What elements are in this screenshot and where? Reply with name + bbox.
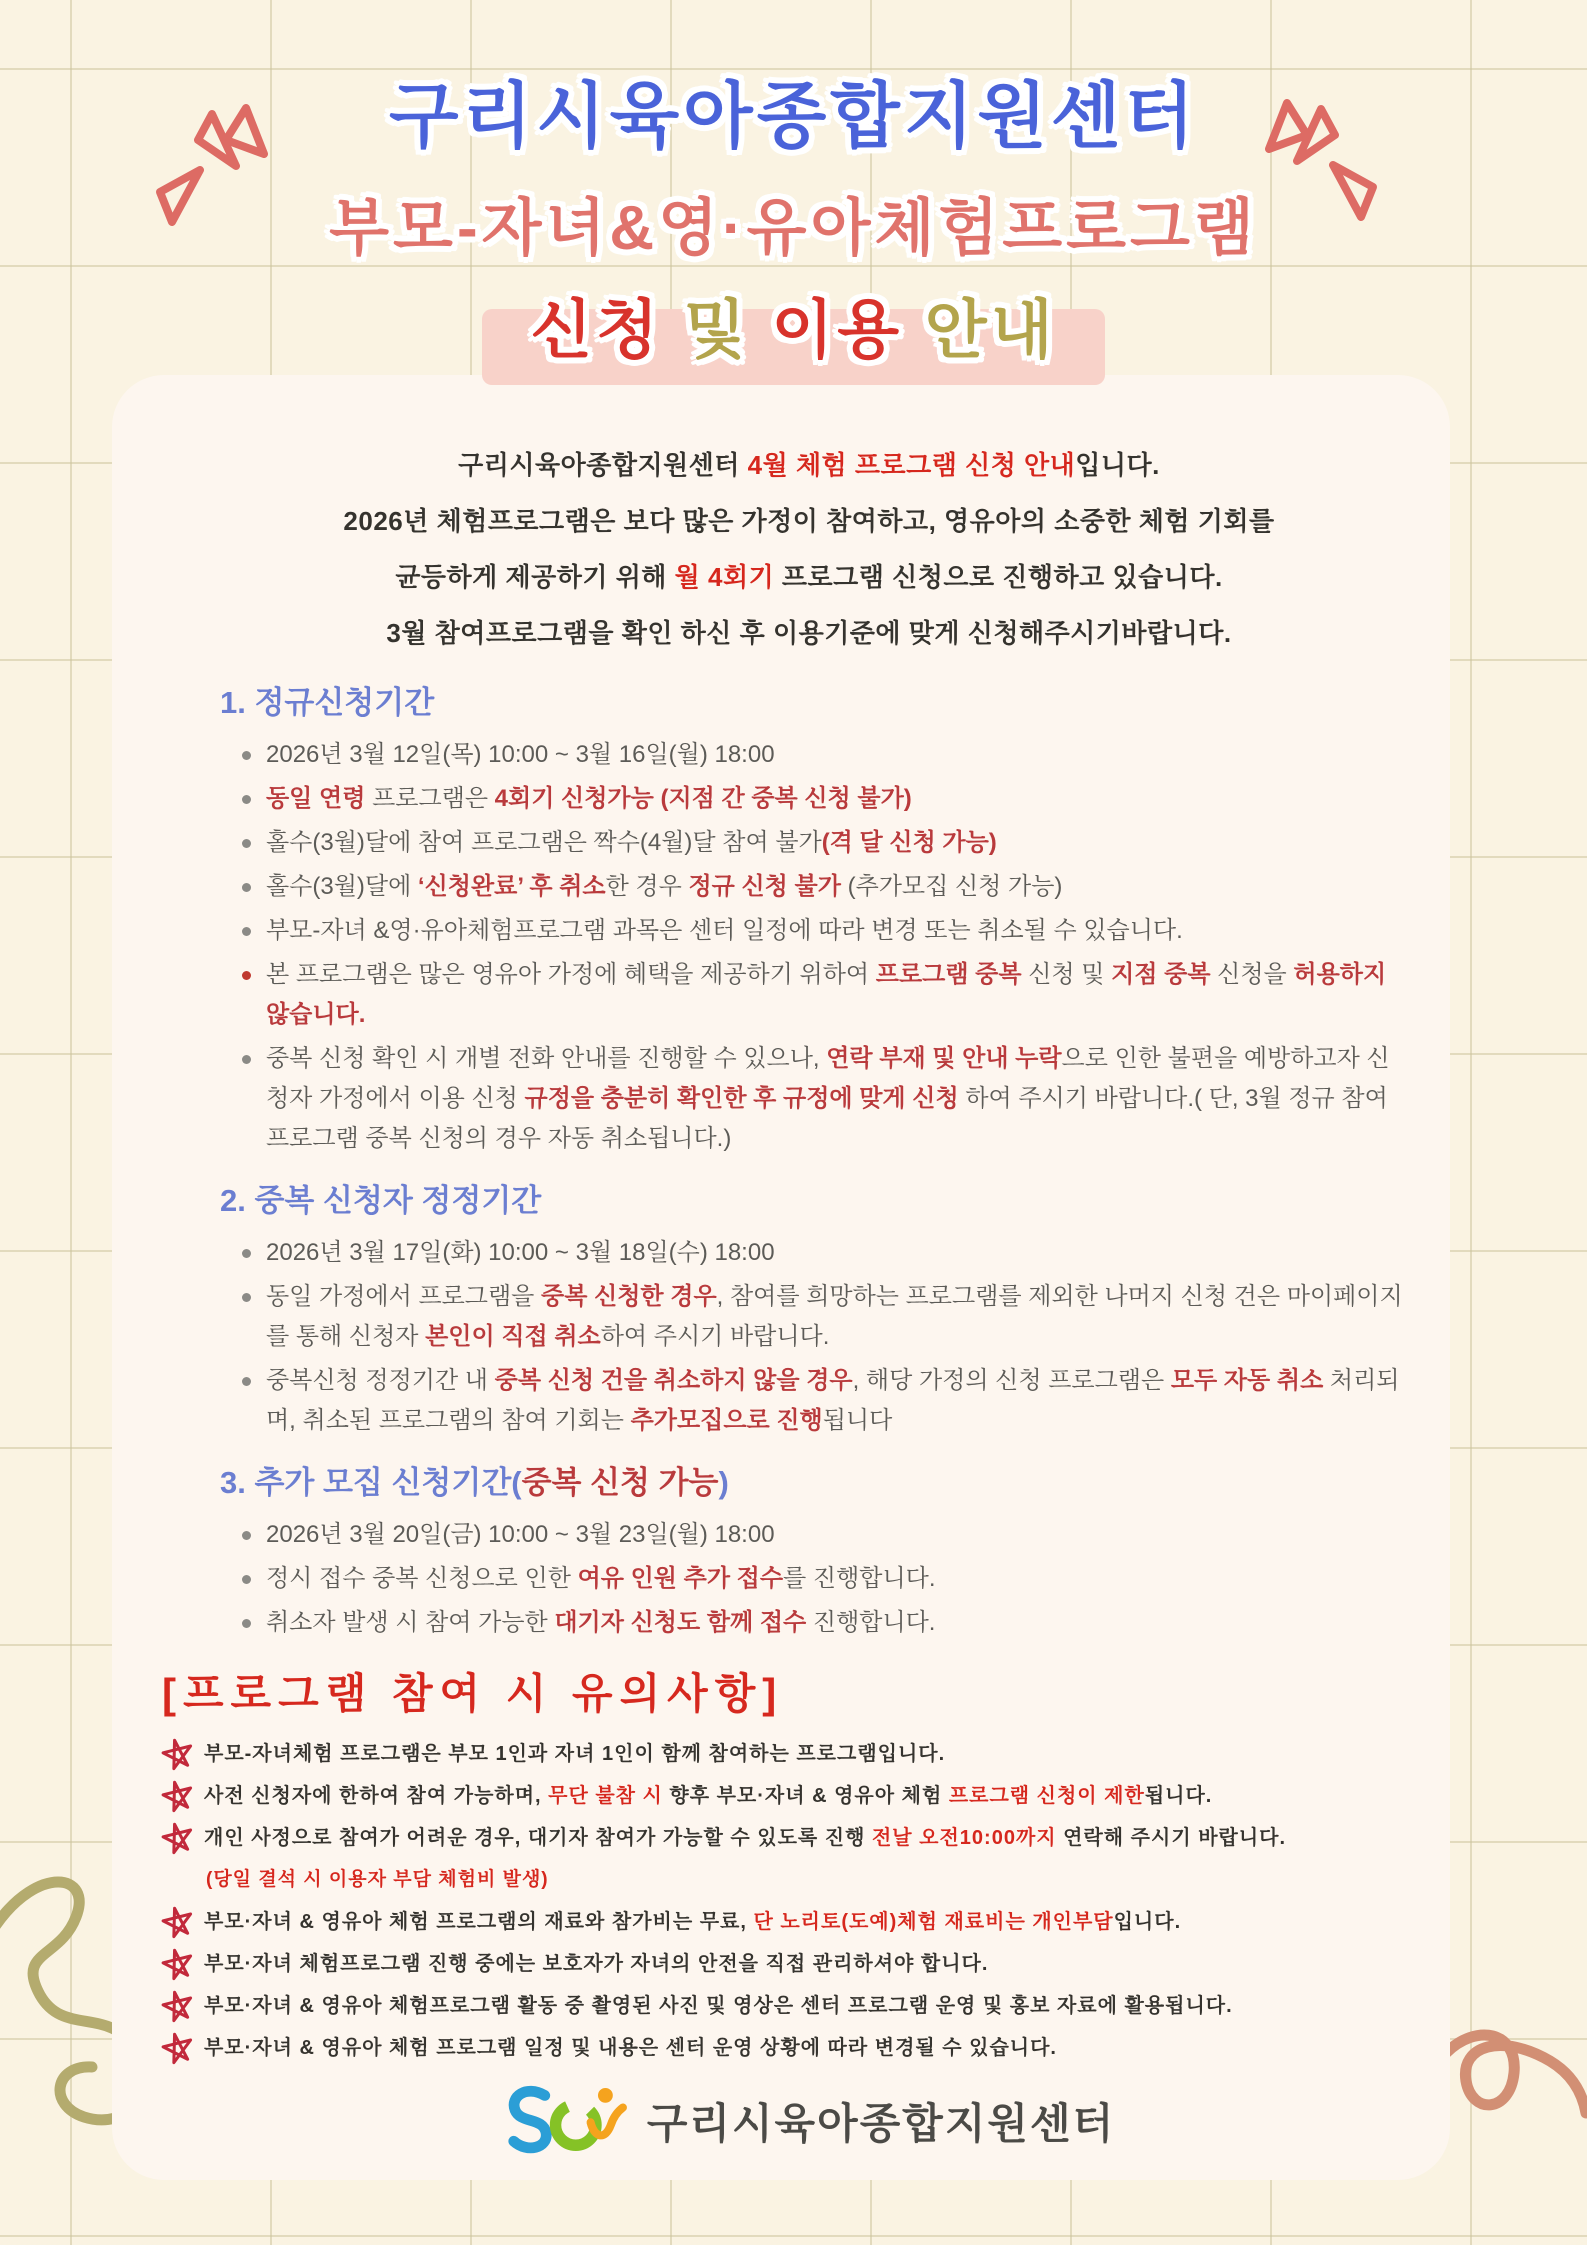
star-icon [160, 1905, 196, 1939]
section-1 [198, 681, 1420, 1159]
text-segment: 2026년 3월 12일(목) 10:00 ~ 3월 16일(월) 18:00 [266, 741, 775, 768]
notes-heading: [프로그램 참여 시 유의사항] [162, 1670, 784, 1717]
bullet-item [238, 867, 1403, 907]
bullet-dot [242, 971, 251, 980]
footer [198, 2081, 1420, 2161]
note-item [160, 2029, 1420, 2067]
text-segment: 4회기 신청가능 (지점 간 중복 신청 불가) [494, 785, 912, 812]
text-segment: 지점 중복 [1111, 961, 1211, 988]
text-segment: 본인이 직접 취소 [425, 1323, 601, 1350]
text-segment: 1. 정규신청기간 [220, 685, 435, 720]
bullet-dot [242, 1377, 251, 1386]
section-2 [198, 1179, 1420, 1441]
text-segment: 됩니다. [1144, 1785, 1213, 1807]
note-item [160, 1819, 1420, 1857]
text-segment: 추가모집으로 진행 [630, 1407, 823, 1434]
bullet-dot [242, 1055, 251, 1064]
text-segment: 2026년 3월 20일(금) 10:00 ~ 3월 23일(월) 18:00 [266, 1521, 775, 1548]
text-segment: 한 경우 [605, 873, 689, 900]
note-item [206, 1861, 1420, 1899]
text-segment: 2. 중복 신청자 정정기간 [220, 1183, 542, 1218]
section-heading [220, 681, 1420, 725]
text-segment: 으로 인한 불편을 예방하고자 신청자 가정에서 이용 신청 [266, 1045, 1390, 1112]
text-segment: 진행합니다. [806, 1609, 936, 1636]
bullet-dot [242, 1293, 251, 1302]
text-segment: 안내 [924, 294, 1057, 366]
note-text [204, 1819, 1286, 1857]
text-segment: 부모·자녀 & 영유아 체험프로그램 활동 중 촬영된 사진 및 영상은 센터 프로그램 운영 및 홍보 자료에 활용됩니다. [204, 1995, 1233, 2017]
star-icon [160, 1779, 196, 1813]
bullet-dot [242, 839, 251, 848]
bullet-item [238, 1233, 1403, 1273]
text-segment: 중복신청 정정기간 내 [266, 1367, 495, 1394]
star-icon [160, 1989, 196, 2023]
text-segment: 신청을 [1210, 961, 1294, 988]
note-text [204, 1945, 988, 1983]
text-segment: 사전 신청자에 한하여 참여 가능하며, [204, 1785, 549, 1807]
star-icon [160, 2031, 196, 2065]
notes-list [160, 1735, 1420, 2067]
intro-line [198, 549, 1420, 605]
note-item [160, 1903, 1420, 1941]
text-segment: 부모·자녀 & 영유아 체험 프로그램의 재료와 참가비는 무료, [204, 1911, 754, 1933]
sections-container [198, 681, 1420, 1643]
notes-section [160, 1661, 1420, 2067]
poster-title-line1: 구리시육아종합지원센터 [388, 77, 1199, 157]
text-segment: 향후 부모·자녀 & 영유아 체험 [662, 1785, 949, 1807]
text-segment: 부모·자녀 & 영유아 체험 프로그램 일정 및 내용은 센터 운영 상황에 따라 변경될 수 있습니다. [204, 2037, 1057, 2059]
text-segment: ‘신청완료’ 후 취소 [417, 873, 606, 900]
text-segment: 2026년 3월 17일(화) 10:00 ~ 3월 18일(수) 18:00 [266, 1239, 775, 1266]
text-segment: 부모-자녀 &영·유아체험프로그램 과목은 센터 일정에 따라 변경 또는 취소될 수 있습니다. [266, 917, 1183, 944]
note-text [206, 1861, 549, 1899]
intro-line [198, 437, 1420, 493]
bullet-list [238, 735, 1403, 1159]
bullet-item [238, 823, 1403, 863]
center-logo-icon [503, 2081, 631, 2161]
text-segment: (당일 결석 시 이용자 부담 체험비 발생) [206, 1869, 549, 1890]
bullet-list [238, 1515, 1403, 1643]
text-segment: 중복 신청 가능 [521, 1465, 719, 1500]
text-segment: 3월 참여프로그램을 확인 하신 후 이용기준에 맞게 신청해주시기바랍니다. [386, 618, 1232, 648]
bullet-item [238, 911, 1403, 951]
note-item [160, 1777, 1420, 1815]
bullet-item [238, 1039, 1403, 1159]
bullet-item [238, 1603, 1403, 1643]
note-item [160, 1735, 1420, 1773]
text-segment: 모두 자동 취소 [1170, 1367, 1324, 1394]
text-segment: 연락해 주시기 바랍니다. [1056, 1827, 1287, 1849]
bullet-dot [242, 883, 251, 892]
text-segment: , 해당 가정의 신청 프로그램은 [852, 1367, 1171, 1394]
text-segment: 프로그램은 [372, 785, 495, 812]
text-segment: 홀수(3월)달에 [266, 873, 418, 900]
text-segment: 균등하게 제공하기 위해 [395, 562, 675, 592]
star-icon [160, 1947, 196, 1981]
note-text [204, 1735, 945, 1773]
text-segment: 및 [683, 294, 772, 366]
star-icon [160, 1737, 196, 1771]
star-icon [160, 1821, 196, 1855]
intro-paragraph [198, 437, 1420, 661]
text-segment: 동일 연령 [266, 785, 373, 812]
text-segment: 신청 [530, 294, 684, 366]
bullet-item [238, 1559, 1403, 1599]
note-text [204, 1903, 1181, 1941]
text-segment: (추가모집 신청 가능) [840, 873, 1063, 900]
text-segment: 3. 추가 모집 신청기간( [220, 1465, 522, 1500]
bullet-item [238, 735, 1403, 775]
poster-title [0, 58, 1587, 371]
text-segment: 입니다. [1075, 450, 1160, 480]
bullet-dot [242, 1575, 251, 1584]
text-segment: 구리시육아종합지원센터 [458, 450, 748, 480]
text-segment: 프로그램 신청이 제한 [948, 1785, 1145, 1807]
text-segment: 중복 신청 확인 시 개별 전화 안내를 진행할 수 있으나, [266, 1045, 827, 1072]
bullet-dot [242, 1531, 251, 1540]
text-segment: 개인 사정으로 참여가 어려운 경우, 대기자 참여가 가능할 수 있도록 진행 [204, 1827, 872, 1849]
note-item [160, 1945, 1420, 1983]
text-segment: 홀수(3월)달에 참여 프로그램은 짝수(4월)달 참여 불가 [266, 829, 822, 856]
text-segment: 월 4회기 [674, 562, 775, 592]
text-segment: 정규 신청 불가 [688, 873, 841, 900]
bullet-item [238, 1361, 1403, 1441]
poster-title-line3 [512, 279, 1074, 371]
intro-line [198, 493, 1420, 549]
text-segment: 대기자 신청도 함께 접수 [554, 1609, 807, 1636]
text-segment: 됩니다 [822, 1407, 893, 1434]
text-segment: 부모-자녀체험 프로그램은 부모 1인과 자녀 1인이 함께 참여하는 프로그램입니다. [204, 1743, 946, 1765]
text-segment: 허용하지 않습니다. [266, 961, 1387, 1028]
bullet-item [238, 955, 1403, 1035]
text-segment: 본 프로그램은 많은 영유아 가정에 혜택을 제공하기 위하여 [266, 961, 876, 988]
text-segment: 4월 체험 프로그램 신청 안내 [747, 450, 1076, 480]
intro-line [198, 605, 1420, 661]
content-card [112, 375, 1450, 2180]
text-segment: 프로그램 신청으로 진행하고 있습니다. [774, 562, 1223, 592]
text-segment: 여유 인원 추가 접수 [577, 1565, 784, 1592]
text-segment: 하여 주시기 바랍니다.( 단, 3월 정규 참여 프로그램 중복 신청의 경우 자동 취소됩니다.) [266, 1085, 1388, 1152]
text-segment: 를 진행합니다. [783, 1565, 936, 1592]
section-heading [220, 1179, 1420, 1223]
bullet-dot [242, 795, 251, 804]
section-3 [198, 1461, 1420, 1643]
bullet-item [238, 1277, 1403, 1357]
text-segment: 규정을 충분히 확인한 후 규정에 맞게 신청 [524, 1085, 959, 1112]
text-segment: , 참여를 희망하는 프로그램를 제외한 나머지 신청 건은 마이페이지를 통해 신청자 [266, 1283, 1403, 1350]
text-segment: 정시 접수 중복 신청으로 인한 [266, 1565, 578, 1592]
text-segment: 입니다. [1113, 1911, 1182, 1933]
text-segment: 취소자 발생 시 참여 가능한 [266, 1609, 555, 1636]
section-heading [220, 1461, 1420, 1505]
text-segment: 중복 신청 건을 취소하지 않을 경우 [494, 1367, 853, 1394]
bullet-dot [242, 927, 251, 936]
center-logo-text: 구리시육아종합지원센터 [646, 2100, 1116, 2147]
text-segment: 신청 및 [1021, 961, 1112, 988]
note-text [204, 1987, 1233, 2025]
text-segment: 중복 신청한 경우 [541, 1283, 717, 1310]
text-segment: 단 노리토(도예)체험 재료비는 개인부담 [753, 1911, 1114, 1933]
bullet-dot [242, 1249, 251, 1258]
text-segment: 전날 오전10:00까지 [871, 1827, 1057, 1849]
note-text [204, 2029, 1057, 2067]
text-segment: 무단 불참 시 [548, 1785, 663, 1807]
text-segment: 하여 주시기 바랍니다. [600, 1323, 830, 1350]
poster-title-line2: 부모-자녀&영·유아체험프로그램 [329, 194, 1258, 263]
text-segment: 이용 [771, 294, 925, 366]
text-segment: (격 달 신청 가능) [821, 829, 997, 856]
text-segment: 프로그램 중복 [875, 961, 1022, 988]
text-segment: 처리되며, 취소된 프로그램의 참여 기회는 [266, 1367, 1400, 1434]
text-segment: 연락 부재 및 안내 누락 [826, 1045, 1062, 1072]
bullet-list [238, 1233, 1403, 1441]
bullet-item [238, 1515, 1403, 1555]
bullet-item [238, 779, 1403, 819]
bullet-dot [242, 751, 251, 760]
text-segment: 동일 가정에서 프로그램을 [266, 1283, 542, 1310]
note-item [160, 1987, 1420, 2025]
note-text [204, 1777, 1212, 1815]
bullet-dot [242, 1619, 251, 1628]
text-segment: ) [718, 1465, 729, 1500]
text-segment: 2026년 체험프로그램은 보다 많은 가정이 참여하고, 영유아의 소중한 체험 기회를 [343, 506, 1275, 536]
text-segment: 부모·자녀 체험프로그램 진행 중에는 보호자가 자녀의 안전을 직접 관리하셔야 합니다. [204, 1953, 989, 1975]
